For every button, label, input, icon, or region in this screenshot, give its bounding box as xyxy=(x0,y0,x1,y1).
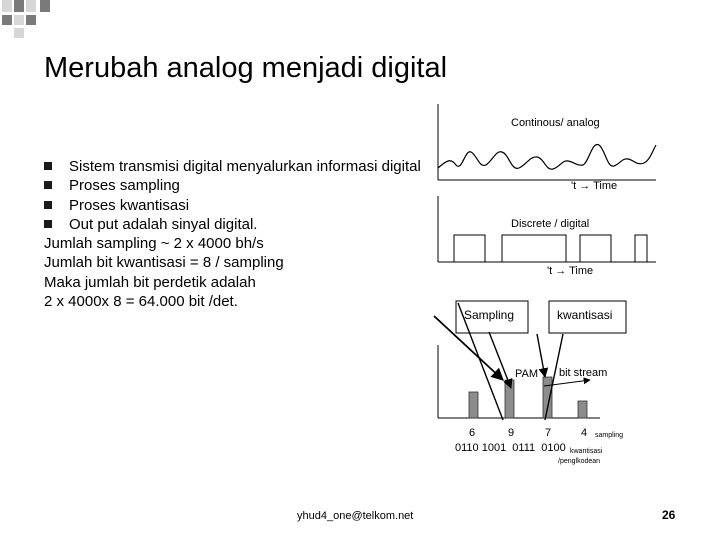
sampling-label: Sampling xyxy=(464,308,515,322)
bit-codes-caption: kwantisasi xyxy=(570,448,603,455)
analog-signal-plot xyxy=(438,104,656,180)
body-line: Jumlah bit kwantisasi = 8 / sampling xyxy=(44,254,284,272)
footer-email: yhud4_one@telkom.net xyxy=(297,510,414,522)
bullet-item: Proses sampling xyxy=(44,176,421,195)
arrow-sampling-to-sample xyxy=(489,332,511,388)
digital-label: Discrete / digital xyxy=(511,218,590,230)
sample-values-caption: sampling xyxy=(595,432,624,439)
pam-label: PAM xyxy=(515,368,539,380)
body-line: Jumlah sampling ~ 2 x 4000 bh/s xyxy=(44,235,264,253)
sample-value: 4 xyxy=(581,427,588,439)
sample-value: 7 xyxy=(545,427,552,439)
sample-value: 9 xyxy=(508,427,515,439)
body-line: Maka jumlah bit perdetik adalah xyxy=(44,273,256,291)
kwantisasi-label: kwantisasi xyxy=(557,308,613,322)
bit-codes: 0110 1001 0111 0100 xyxy=(455,442,566,454)
time-label-analog: 't → Time xyxy=(571,180,618,192)
page-number: 26 xyxy=(662,508,676,522)
bullet-item: Proses kwantisasi xyxy=(44,196,421,215)
per-sample-caption: /penglkodean xyxy=(558,458,601,465)
bullet-item: Out put adalah sinyal digital. xyxy=(44,215,421,234)
analog-label: Continous/ analog xyxy=(511,117,600,129)
arrow-kwantisasi-to-pam xyxy=(537,334,545,377)
bitstream-label: bit stream xyxy=(559,367,608,379)
sample-value: 6 xyxy=(469,427,476,439)
slide-title: Merubah analog menjadi digital xyxy=(44,52,448,84)
time-label-digital: 't → Time xyxy=(547,265,594,277)
bullet-item: Sistem transmisi digital menyalurkan informasi digital xyxy=(44,157,421,176)
body-line: 2 x 4000x 8 = 64.000 bit /det. xyxy=(44,293,238,311)
